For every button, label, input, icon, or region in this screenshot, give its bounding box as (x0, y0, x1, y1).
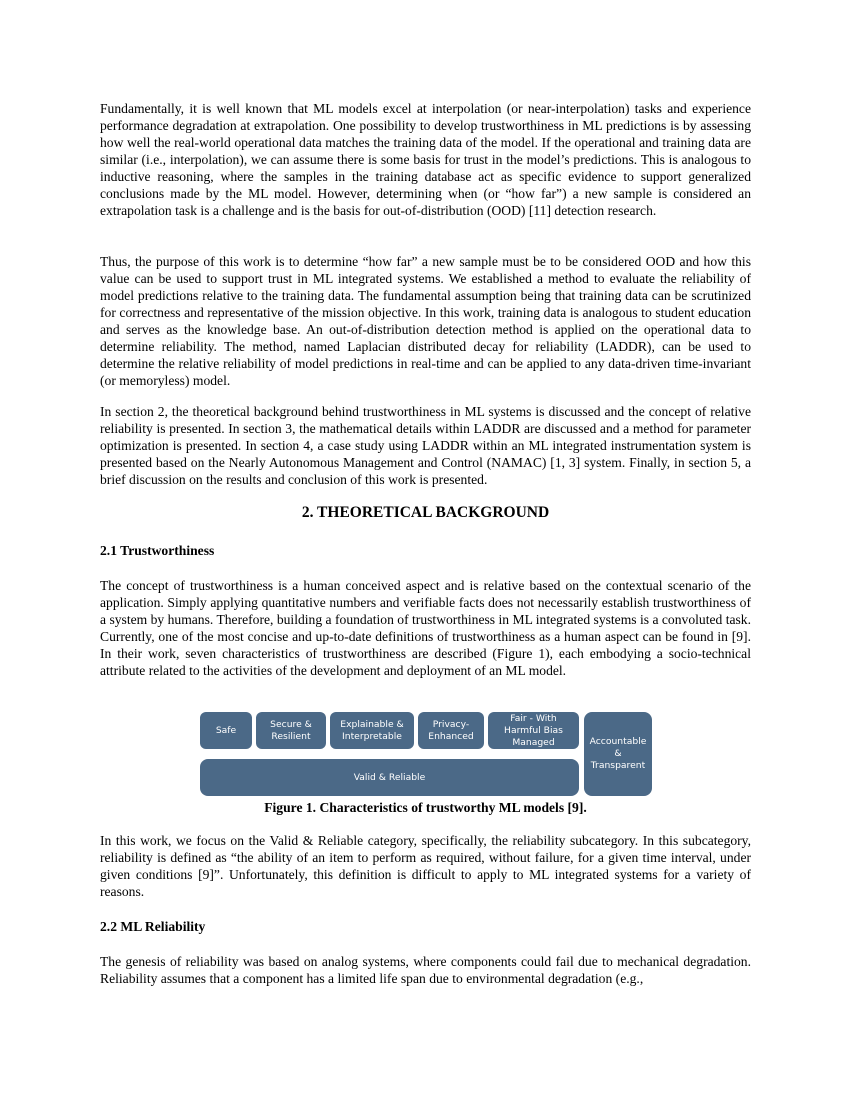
box-accountable-transparent: Accountable & Transparent (584, 712, 652, 796)
trustworthiness-diagram (200, 712, 652, 796)
paragraph-ood-intro (100, 100, 751, 219)
box-valid-reliable: Valid & Reliable (200, 759, 579, 796)
box-secure-resilient: Secure & Resilient (256, 712, 326, 749)
paragraph-outline (100, 403, 751, 488)
subsection-title: 2.2 ML Reliability (100, 919, 206, 934)
figure-caption: Figure 1. Characteristics of trustworthy ML models [9]. (264, 800, 587, 815)
subsection-title: 2.1 Trustworthiness (100, 543, 215, 558)
paragraph-text: In section 2, the theoretical background behind trustworthiness in ML systems is discussed and the concept of relative reliability is presented. In section 3, the mathematical details within LADDR are discussed and a method for parameter optimization is presented. In section 4, a case study using LADDR within an ML integrated instrumentation system is presented based on the Nearly Autonomous Management and Control (NAMAC) [1, 3] system. Finally, in section 5, a brief discussion on the results and conclusion of this work is presented. (100, 404, 751, 487)
paragraph-trustworthiness (100, 577, 751, 679)
box-privacy-enhanced: Privacy-Enhanced (418, 712, 484, 749)
paragraph-valid-reliable (100, 832, 751, 900)
paragraph-text: In this work, we focus on the Valid & Reliable category, specifically, the reliability subcategory. In this subcategory, reliability is defined as “the ability of an item to perform as required, without failure, for a given time interval, under given conditions [9]”. Unfortunately, this definition is difficult to apply to ML integrated systems for a variety of reasons. (100, 833, 751, 899)
box-explainable-interpretable: Explainable & Interpretable (330, 712, 414, 749)
paragraph-text: The genesis of reliability was based on analog systems, where components could fail due to mechanical degradation. Reliability assumes that a component has a limited life span due to environmental degradation (e.g., (100, 954, 751, 986)
paragraph-text: The concept of trustworthiness is a human conceived aspect and is relative based on the contextual scenario of the application. Simply applying quantitative numbers and verifiable facts does not necessarily establish trustworthiness of a system by humans. Therefore, building a foundation of trustworthiness in ML integrated systems is a convoluted task. Currently, one of the most concise and up-to-date definitions of trustworthiness as a human aspect can be found in [9]. In their work, seven characteristics of trustworthiness are described (Figure 1), each embodying a socio-technical attribute related to the activities of the development and deployment of an ML model. (100, 578, 751, 678)
box-safe: Safe (200, 712, 252, 749)
paragraph-text: Thus, the purpose of this work is to determine “how far” a new sample must be to be considered OOD and how this value can be used to support trust in ML integrated systems. We established a method to evaluate the reliability of model predictions relative to the training data. The fundamental assumption being that training data can be scrutinized for correctness and representative of the mission objective. In this work, training data is analogous to student education and serves as the knowledge base. An out-of-distribution detection method is applied on the operational data to determine reliability. The method, named Laplacian distributed decay for reliability (LADDR), can be used to determine the relative reliability of model predictions in real-time and can be applied to any data-driven time-invariant (or memoryless) model. (100, 254, 751, 388)
subsection-heading-2-2 (100, 919, 751, 935)
section-heading-2 (100, 504, 751, 522)
box-fair-bias-managed: Fair - With Harmful Bias Managed (488, 712, 579, 749)
subsection-heading-2-1 (100, 543, 751, 559)
paragraph-ml-reliability (100, 953, 751, 987)
paragraph-text: Fundamentally, it is well known that ML models excel at interpolation (or near-interpolation) tasks and experience performance degradation at extrapolation. One possibility to develop trustworthiness in ML predictions is by assessing how well the real-world operational data matches the training data of the model. If the operational and training data are similar (i.e., interpolation), we can assume there is some basis for trust in the model’s predictions. This is analogous to inductive reasoning, where the samples in the training database act as specific evidence to support generalized conclusions made by the ML model. However, determining when (or “how far”) a new sample is considered an extrapolation task is a challenge and is the basis for out-of-distribution (OOD) [11] detection research. (100, 101, 751, 218)
paragraph-purpose (100, 253, 751, 389)
section-title: 2. THEORETICAL BACKGROUND (301, 504, 550, 521)
